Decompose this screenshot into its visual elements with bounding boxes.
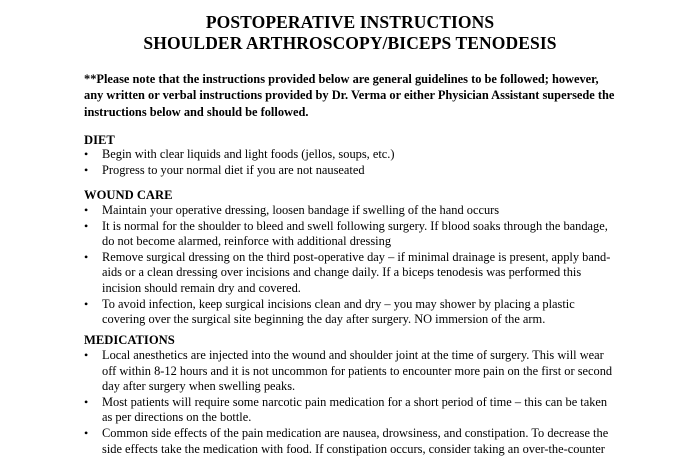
wound-care-list	[84, 203, 684, 328]
document-subtitle: SHOULDER ARTHROSCOPY/BICEPS TENODESIS	[143, 33, 557, 53]
bullet-icon: •	[84, 348, 89, 362]
item-line: Common side effects of the pain medication are nausea, drowsiness, and constipation. To decrease the	[102, 425, 609, 440]
bullet-icon: •	[84, 394, 89, 409]
bullet-icon: •	[84, 249, 89, 264]
bullet-icon: •	[84, 162, 89, 177]
list-item	[84, 297, 684, 328]
item-line: day after surgery when swelling peaks.	[102, 379, 296, 394]
item-line: Local anesthetics are injected into the wound and shoulder joint at the time of surgery. This will wear	[102, 348, 604, 362]
list-item	[84, 426, 684, 457]
item-line: It is normal for the shoulder to bleed and swell following surgery. If blood soaks through the bandage,	[102, 218, 608, 233]
list-item	[84, 219, 684, 250]
list-item	[84, 250, 684, 297]
list-item	[84, 163, 684, 179]
item-line: To avoid infection, keep surgical incisions clean and dry – you may shower by placing a plastic	[102, 296, 575, 311]
bullet-icon: •	[84, 203, 89, 217]
note-line: any written or verbal instructions provided by Dr. Verma or either Physician Assistant supersede the	[84, 88, 615, 103]
section-heading-diet: DIET	[84, 133, 115, 147]
item-line: do not become alarmed, reinforce with additional dressing	[102, 234, 392, 249]
medications-list	[84, 348, 684, 457]
note-line: instructions below and should be followed.	[84, 104, 309, 119]
item-line: side effects take the medication with food. If constipation occurs, consider taking an over-the-counter	[102, 441, 605, 456]
item-line: as per directions on the bottle.	[102, 410, 252, 425]
item-line: Most patients will require some narcotic pain medication for a short period of time – this can be taken	[102, 394, 608, 409]
item-line: Remove surgical dressing on the third post-operative day – if minimal drainage is present, apply band-	[102, 249, 611, 264]
list-item	[84, 348, 684, 395]
guidelines-note	[84, 71, 644, 120]
item-line: Begin with clear liquids and light foods (jellos, soups, etc.)	[102, 147, 395, 161]
item-line: Maintain your operative dressing, loosen bandage if swelling of the hand occurs	[102, 203, 500, 217]
list-item	[84, 147, 684, 163]
note-line: **Please note that the instructions provided below are general guidelines to be followed; however,	[84, 72, 599, 86]
item-line: aids or a clean dressing over incisions and change daily. If a biceps tenodesis was performed this	[102, 265, 582, 280]
section-heading-medications: MEDICATIONS	[84, 333, 175, 347]
item-line: Progress to your normal diet if you are not nauseated	[102, 162, 365, 177]
section-heading-wound-care: WOUND CARE	[84, 188, 173, 202]
bullet-icon: •	[84, 147, 89, 161]
bullet-icon: •	[84, 425, 89, 440]
item-line: covering over the surgical site beginning the day after surgery. NO immersion of the arm.	[102, 312, 546, 327]
list-item	[84, 395, 684, 426]
bullet-icon: •	[84, 218, 89, 233]
document-title: POSTOPERATIVE INSTRUCTIONS	[205, 12, 495, 32]
diet-list	[84, 147, 684, 178]
list-item	[84, 203, 684, 219]
item-line: off within 8-12 hours and it is not uncommon for patients to encounter more pain on the first or second	[102, 363, 613, 378]
bullet-icon: •	[84, 296, 89, 311]
item-line: incision should remain dry and covered.	[102, 280, 301, 295]
